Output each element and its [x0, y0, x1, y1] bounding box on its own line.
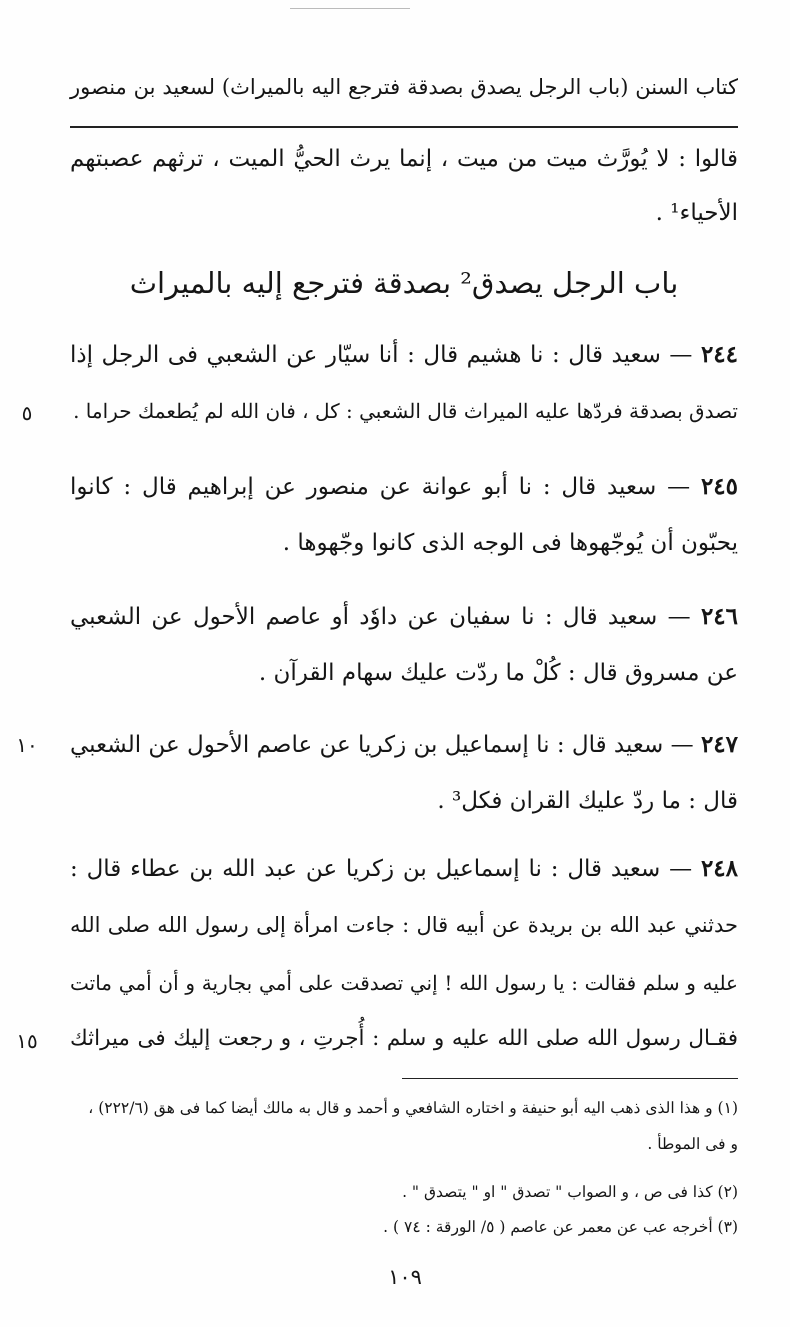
margin-line-number: ١٠ [16, 733, 38, 757]
chapter-title: باب الرجل يصدق² بصدقة فترجع إليه بالميراث [129, 266, 679, 300]
footnote-2: (٢) كذا فى ص ، و الصواب " تصدق " او " يتصدق " . [402, 1183, 738, 1201]
hadith-248-line-4: فقـال رسول الله صلى الله عليه و سلم : أُجرتِ ، و رجعت إليك فى ميراثك [70, 1026, 738, 1051]
footnote-1-line-1: (١) و هذا الذى ذهب اليه أبو حنيفة و اختاره الشافعي و أحمد و قال به مالك أيضا كما فى هق (٢٢٢/٦) ، [88, 1099, 738, 1117]
hadith-244-line-2: تصدق بصدقة فردّها عليه الميراث قال الشعبي : كل ، فان الله لم يُطعمك حراما . [73, 399, 738, 423]
hadith-246-line-2: عن مسروق قال : كُلْ ما ردّت عليك سهام القرآن . [258, 660, 738, 686]
hadith-244-line-1 [70, 338, 738, 372]
hadith-number: ٢٤٥ [700, 473, 738, 500]
hadith-text: — سعيد قال : نا إسماعيل بن زكريا عن عبد الله بن عطاء قال : [70, 856, 693, 882]
hadith-248-line-2: حدثني عبد الله بن بريدة عن أبيه قال : جاءت امرأة إلى رسول الله صلى الله [70, 913, 738, 937]
footnote-3: (٣) أخرجه عب عن معمر عن عاصم ( ٥/ الورقة : ٧٤ ) . [383, 1218, 738, 1236]
margin-line-number: ٥ [21, 401, 33, 425]
hadith-246-line-1 [70, 600, 738, 634]
hadith-245-line-2: يحبّون أن يُوجّهوها فى الوجه الذى كانوا وجّهوها . [282, 530, 738, 556]
margin-line-number: ١٥ [16, 1029, 38, 1053]
hadith-text: — سعيد قال : نا إسماعيل بن زكريا عن عاصم الأحول عن الشعبي [70, 732, 694, 758]
intro-line-1: قالوا : لا يُورَّث ميت من ميت ، إنما يرث الحيُّ الميت ، ترثهم عصبتهم [70, 146, 738, 172]
top-edge-line [290, 8, 410, 9]
hadith-text: — سعيد قال : نا هشيم قال : أنا سيّار عن الشعبي فى الرجل إذا [70, 342, 693, 368]
hadith-number: ٢٤٦ [700, 603, 738, 630]
hadith-text: — سعيد قال : نا أبو عوانة عن منصور عن إبراهيم قال : كانوا [70, 474, 691, 500]
running-header: كتاب السنن (باب الرجل يصدق بصدقة فترجع اليه بالميراث) لسعيد بن منصور [70, 75, 738, 99]
footnote-1-line-2: و فى الموطأ . [647, 1135, 738, 1153]
hadith-248-line-3: عليه و سلم فقالت : يا رسول الله ! إني تصدقت على أمي بجارية و أن أمي ماتت [70, 971, 738, 995]
footnote-rule [402, 1078, 738, 1079]
hadith-247-line-2: قال : ما ردّ عليك القران فكل³ . [437, 788, 738, 814]
hadith-number: ٢٤٤ [700, 341, 738, 368]
hadith-245-line-1 [70, 470, 738, 504]
header-rule [70, 126, 738, 128]
hadith-text: — سعيد قال : نا سفيان عن داوٗد أو عاصم الأحول عن الشعبي [70, 604, 691, 630]
page-number: ١٠٩ [388, 1265, 422, 1289]
hadith-number: ٢٤٧ [700, 731, 739, 758]
hadith-248-line-1 [70, 852, 738, 886]
intro-line-2: الأحياء¹ . [655, 200, 738, 226]
hadith-number: ٢٤٨ [700, 855, 739, 882]
hadith-247-line-1 [70, 728, 738, 762]
